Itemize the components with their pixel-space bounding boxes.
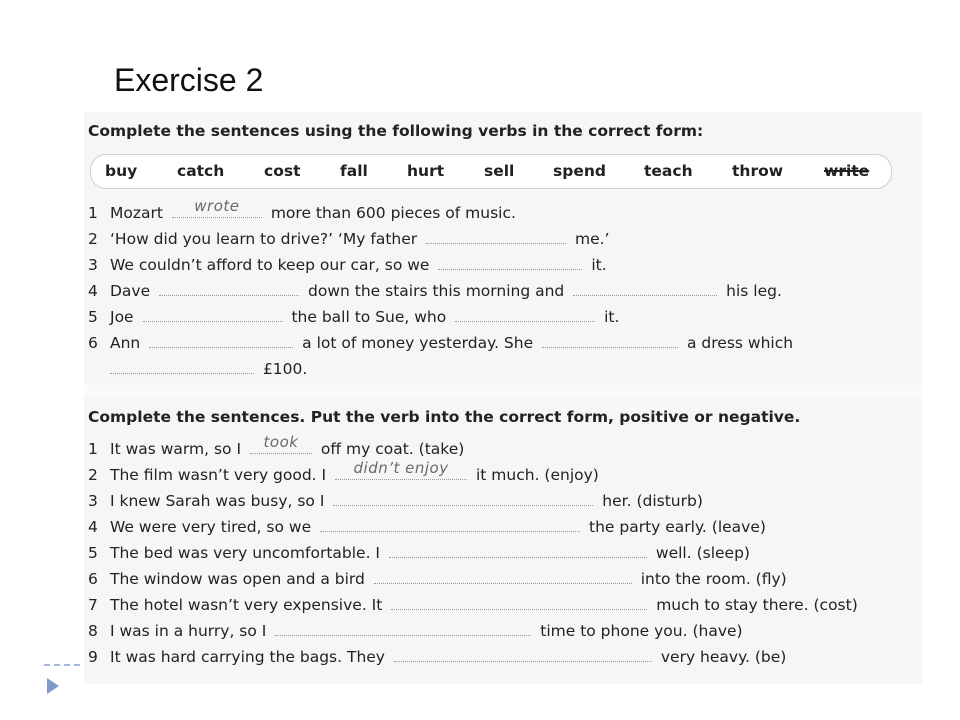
answer-blank[interactable] <box>159 283 299 296</box>
exercise-sentence: 5 The bed was very uncomfortable. I well. (sleep) <box>88 544 750 562</box>
answer-blank[interactable] <box>320 519 580 532</box>
answer-blank[interactable] <box>391 597 647 610</box>
exercise-sentence: 6 The window was open and a bird into the room. (fly) <box>88 570 787 588</box>
answer-blank[interactable] <box>389 545 647 558</box>
worksheet-scan <box>84 112 922 684</box>
answer-blank[interactable] <box>250 433 312 454</box>
exercise-sentence: 3 I knew Sarah was busy, so I her. (disturb) <box>88 492 703 510</box>
exercise-sentence: 7 The hotel wasn’t very expensive. It much to stay there. (cost) <box>88 596 858 614</box>
section-divider <box>84 384 922 396</box>
answer-blank[interactable] <box>374 571 632 584</box>
verb-word: throw <box>732 162 784 180</box>
verb-box <box>90 154 892 189</box>
play-arrow-icon[interactable] <box>47 678 59 694</box>
answer-blank[interactable] <box>455 309 595 322</box>
verb-word: sell <box>484 162 515 180</box>
answer-blank[interactable] <box>143 309 283 322</box>
answer-blank[interactable] <box>149 335 293 348</box>
handwritten-answer: took <box>263 433 299 451</box>
exercise-sentence: 4 We were very tired, so we the party early. (leave) <box>88 518 766 536</box>
page-title: Exercise 2 <box>114 62 264 98</box>
verb-word: spend <box>553 162 606 180</box>
verb-word: hurt <box>407 162 445 180</box>
exercise-sentence: 3 We couldn’t afford to keep our car, so we it. <box>88 256 607 274</box>
answer-blank[interactable] <box>333 493 593 506</box>
answer-blank[interactable] <box>172 197 262 218</box>
answer-blank[interactable] <box>426 231 566 244</box>
verb-word: catch <box>177 162 225 180</box>
exercise-sentence: 8 I was in a hurry, so I time to phone you. (have) <box>88 622 743 640</box>
verb-word: teach <box>644 162 693 180</box>
exercise-sentence: 2 The film wasn’t very good. I didn’t enjoy it much. (enjoy) <box>88 459 599 484</box>
exercise-sentence-continued: £100. <box>88 360 307 382</box>
verb-word: fall <box>340 162 368 180</box>
verb-word-struck: write <box>824 162 870 180</box>
handwritten-answer: didn’t enjoy <box>353 459 449 477</box>
slide-nav[interactable] <box>44 664 84 688</box>
verb-word: buy <box>105 162 138 180</box>
part1-instruction: Complete the sentences using the following verbs in the correct form: <box>88 122 704 140</box>
exercise-sentence: 1 It was warm, so I took off my coat. (take) <box>88 433 465 458</box>
answer-blank[interactable] <box>394 649 652 662</box>
exercise-sentence: 6 Ann a lot of money yesterday. She a dress which <box>88 334 794 352</box>
exercise-sentence: 5 Joe the ball to Sue, who it. <box>88 308 620 326</box>
answer-blank[interactable] <box>438 257 582 270</box>
exercise-sentence: 1 Mozart wrote more than 600 pieces of music. <box>88 197 516 222</box>
exercise-sentence: 2 ‘How did you learn to drive?’ ‘My father me.’ <box>88 230 610 248</box>
exercise-sentence: 9 It was hard carrying the bags. They very heavy. (be) <box>88 648 787 666</box>
verb-word: cost <box>264 162 301 180</box>
answer-blank[interactable] <box>275 623 531 636</box>
part2-instruction: Complete the sentences. Put the verb into the correct form, positive or negative. <box>88 408 801 426</box>
answer-blank[interactable] <box>335 459 467 480</box>
answer-blank[interactable] <box>573 283 717 296</box>
answer-blank[interactable] <box>542 335 678 348</box>
exercise-sentence: 4 Dave down the stairs this morning and his leg. <box>88 282 782 300</box>
handwritten-answer: wrote <box>194 197 240 215</box>
dashed-line <box>44 664 80 666</box>
answer-blank[interactable] <box>110 361 254 374</box>
